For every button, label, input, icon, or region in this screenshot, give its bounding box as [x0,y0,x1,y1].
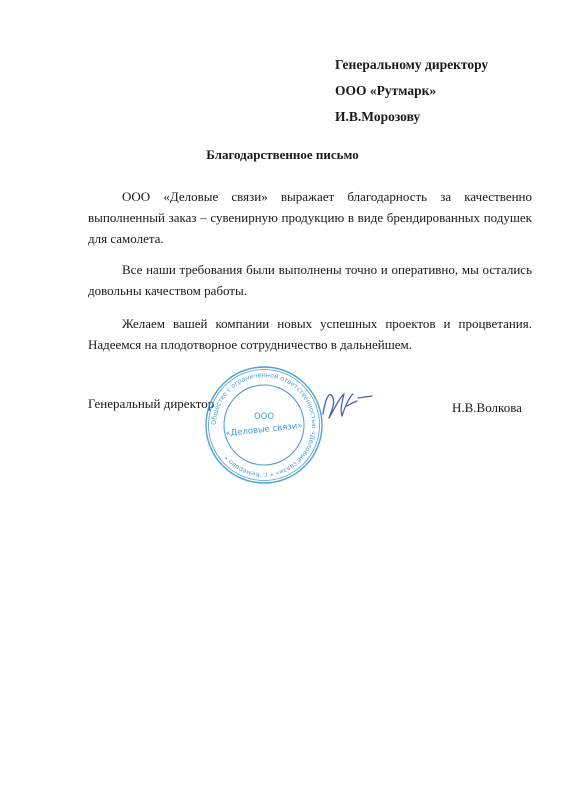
paragraph-gratitude: ООО «Деловые связи» выражает благодарность за качественно выполненный заказ – сувенирную продукцию в виде брендированных подушек для самолета. [88,189,532,246]
letter-title: Благодарственное письмо [206,147,359,162]
handwritten-signature [320,384,376,426]
stamp-center-line2: «Деловые связи» [224,420,304,440]
company-stamp [203,364,325,486]
paragraph-wishes: Желаем вашей компании новых успешных проектов и процветания. Надеемся на плодотворное сотрудничество в дальнейшем. [88,316,532,352]
letter-body [88,186,532,365]
signatory-role: Генеральный директор [88,396,215,411]
addressee-block [335,52,555,130]
addressee-company: ООО «Рутмарк» [335,83,437,98]
stamp-center-line1: ООО [253,412,275,422]
signatory-name: Н.В.Волкова [452,400,522,415]
paragraph-requirements: Все наши требования были выполнены точно и оперативно, мы остались довольны качеством работы. [88,262,532,298]
stamp-ring-text: Общество с ограниченной ответственностью «Деловые связи» • г. Кемерово • [209,370,319,480]
addressee-name: И.В.Морозову [335,109,421,124]
addressee-position: Генеральному директору [335,57,489,72]
